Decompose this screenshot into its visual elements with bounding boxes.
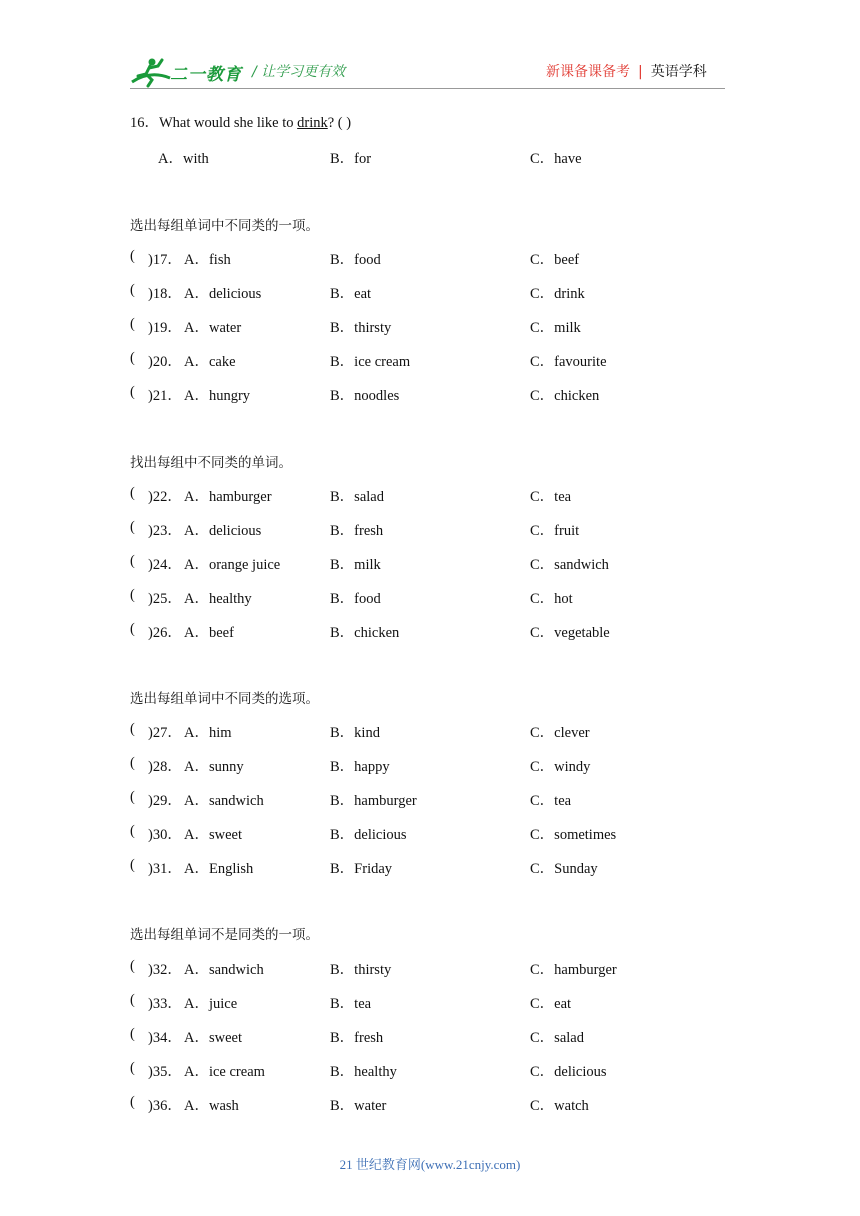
answer-paren: (: [130, 958, 135, 974]
question-number: )29．: [148, 793, 182, 809]
option-c: C．tea: [530, 489, 572, 505]
option-c: C．salad: [530, 1030, 584, 1046]
question-number: )36．: [148, 1098, 182, 1114]
option-b: B．for: [330, 151, 372, 167]
answer-paren: (: [130, 587, 135, 603]
question-row: [0, 519, 860, 539]
option-c: C．beef: [530, 252, 580, 268]
option-b: B．happy: [330, 759, 390, 775]
option-a: A．sweet: [184, 1030, 242, 1046]
answer-paren: (: [130, 1060, 135, 1076]
option-c: C．have: [530, 151, 582, 167]
option-a: A．sunny: [184, 759, 244, 775]
option-c: C．sandwich: [530, 557, 609, 573]
option-c: C．hot: [530, 591, 573, 607]
option-c: C．clever: [530, 725, 590, 741]
option-b: B．eat: [330, 286, 372, 302]
option-b: B．chicken: [330, 625, 400, 641]
answer-paren: (: [130, 384, 135, 400]
question-number: )34．: [148, 1030, 182, 1046]
option-a: A．orange juice: [184, 557, 281, 573]
question-row: [0, 621, 860, 641]
header-divider: [130, 88, 725, 89]
question-number: )25．: [148, 591, 182, 607]
logo-text: 二一教育: [170, 65, 242, 85]
header-separator: |: [638, 64, 643, 80]
question-number: )17．: [148, 252, 182, 268]
answer-paren: (: [130, 553, 135, 569]
answer-paren: (: [130, 992, 135, 1008]
option-a: A．delicious: [184, 523, 262, 539]
q16-underlined-word: drink: [297, 115, 328, 131]
option-b: B．salad: [330, 489, 384, 505]
option-a: A．juice: [184, 996, 238, 1012]
option-b: B．fresh: [330, 1030, 384, 1046]
answer-paren: (: [130, 721, 135, 737]
question-row: [0, 1026, 860, 1046]
question-row: [0, 384, 860, 404]
header-subject-label: 英语学科: [650, 64, 707, 80]
option-a: A．sweet: [184, 827, 242, 843]
page-header: [0, 0, 860, 100]
option-a: A．sandwich: [184, 962, 264, 978]
question-row: [0, 1060, 860, 1080]
answer-paren: (: [130, 282, 135, 298]
option-b: B．delicious: [330, 827, 407, 843]
answer-paren: (: [130, 248, 135, 264]
option-a: A．hungry: [184, 388, 251, 404]
option-b: B．hamburger: [330, 793, 417, 809]
option-c: C．delicious: [530, 1064, 607, 1080]
answer-paren: (: [130, 1094, 135, 1110]
header-course-label: 新课备课备考: [546, 64, 630, 80]
option-a: A．healthy: [184, 591, 252, 607]
question-number: )21．: [148, 388, 182, 404]
section-instruction: 选出每组单词不是同类的一项。: [130, 927, 319, 943]
question-16-stem: [130, 114, 351, 132]
section-instruction: 找出每组中不同类的单词。: [130, 455, 292, 471]
question-number: )19．: [148, 320, 182, 336]
option-a: A．wash: [184, 1098, 239, 1114]
option-c: C．watch: [530, 1098, 589, 1114]
question-number: )22．: [148, 489, 182, 505]
question-row: [0, 789, 860, 809]
answer-paren: (: [130, 755, 135, 771]
question-row: [0, 958, 860, 978]
question-row: [0, 587, 860, 607]
question-number: )33．: [148, 996, 182, 1012]
question-number: )32．: [148, 962, 182, 978]
question-row: [0, 823, 860, 843]
slogan: / 让学习更有效: [252, 64, 346, 80]
option-b: B．Friday: [330, 861, 393, 877]
option-a: A．delicious: [184, 286, 262, 302]
option-b: B．food: [330, 252, 381, 268]
question-row: [0, 316, 860, 336]
option-a: A．him: [184, 725, 232, 741]
answer-paren: (: [130, 1026, 135, 1042]
question-number: )26．: [148, 625, 182, 641]
answer-paren: (: [130, 621, 135, 637]
answer-paren: (: [130, 823, 135, 839]
option-c: C．hamburger: [530, 962, 617, 978]
answer-paren: (: [130, 316, 135, 332]
question-16-options: [0, 147, 860, 167]
option-c: C．chicken: [530, 388, 600, 404]
option-c: C．tea: [530, 793, 572, 809]
option-c: C．favourite: [530, 354, 607, 370]
section-instruction: 选出每组单词中不同类的一项。: [130, 218, 319, 234]
question-row: [0, 857, 860, 877]
question-row: [0, 755, 860, 775]
option-a: A．water: [184, 320, 242, 336]
option-b: B．food: [330, 591, 381, 607]
option-b: B．tea: [330, 996, 372, 1012]
option-c: C．milk: [530, 320, 581, 336]
question-row: [0, 992, 860, 1012]
question-row: [0, 721, 860, 741]
option-c: C．windy: [530, 759, 591, 775]
option-c: C．Sunday: [530, 861, 598, 877]
option-c: C．drink: [530, 286, 585, 302]
option-a: A．English: [184, 861, 254, 877]
option-c: C．vegetable: [530, 625, 610, 641]
question-number: )31．: [148, 861, 182, 877]
option-a: A．hamburger: [184, 489, 272, 505]
option-b: B．ice cream: [330, 354, 411, 370]
option-a: A．beef: [184, 625, 234, 641]
question-number: )28．: [148, 759, 182, 775]
option-a: A．cake: [184, 354, 236, 370]
section-instruction: 选出每组单词中不同类的选项。: [130, 691, 319, 707]
option-b: B．healthy: [330, 1064, 397, 1080]
question-number: )35．: [148, 1064, 182, 1080]
option-b: B．milk: [330, 557, 381, 573]
option-b: B．noodles: [330, 388, 400, 404]
question-number: )18．: [148, 286, 182, 302]
option-a: A．with: [158, 151, 209, 167]
question-number: )27．: [148, 725, 182, 741]
option-b: B．thirsty: [330, 962, 392, 978]
question-row: [0, 1094, 860, 1114]
option-b: B．kind: [330, 725, 380, 741]
option-a: A．ice cream: [184, 1064, 265, 1080]
answer-paren: (: [130, 857, 135, 873]
question-row: [0, 248, 860, 268]
answer-paren: (: [130, 485, 135, 501]
option-b: B．thirsty: [330, 320, 392, 336]
page-footer[interactable]: 21 世纪教育网(www.21cnjy.com): [339, 1157, 521, 1172]
question-row: [0, 350, 860, 370]
answer-paren: (: [130, 350, 135, 366]
question-number: )23．: [148, 523, 182, 539]
question-row: [0, 282, 860, 302]
option-b: B．water: [330, 1098, 387, 1114]
answer-paren: (: [130, 519, 135, 535]
option-b: B．fresh: [330, 523, 384, 539]
answer-paren: (: [130, 789, 135, 805]
question-number: )24．: [148, 557, 182, 573]
option-c: C．fruit: [530, 523, 580, 539]
option-a: A．fish: [184, 252, 231, 268]
option-c: C．eat: [530, 996, 572, 1012]
option-a: A．sandwich: [184, 793, 264, 809]
q16-stem-text: 16．What would she like to: [130, 115, 298, 131]
question-row: [0, 485, 860, 505]
question-number: )30．: [148, 827, 182, 843]
option-c: C．sometimes: [530, 827, 617, 843]
q16-answer-blank: ? ( ): [327, 115, 352, 131]
question-number: )20．: [148, 354, 182, 370]
question-row: [0, 553, 860, 573]
header-right: [546, 61, 707, 81]
